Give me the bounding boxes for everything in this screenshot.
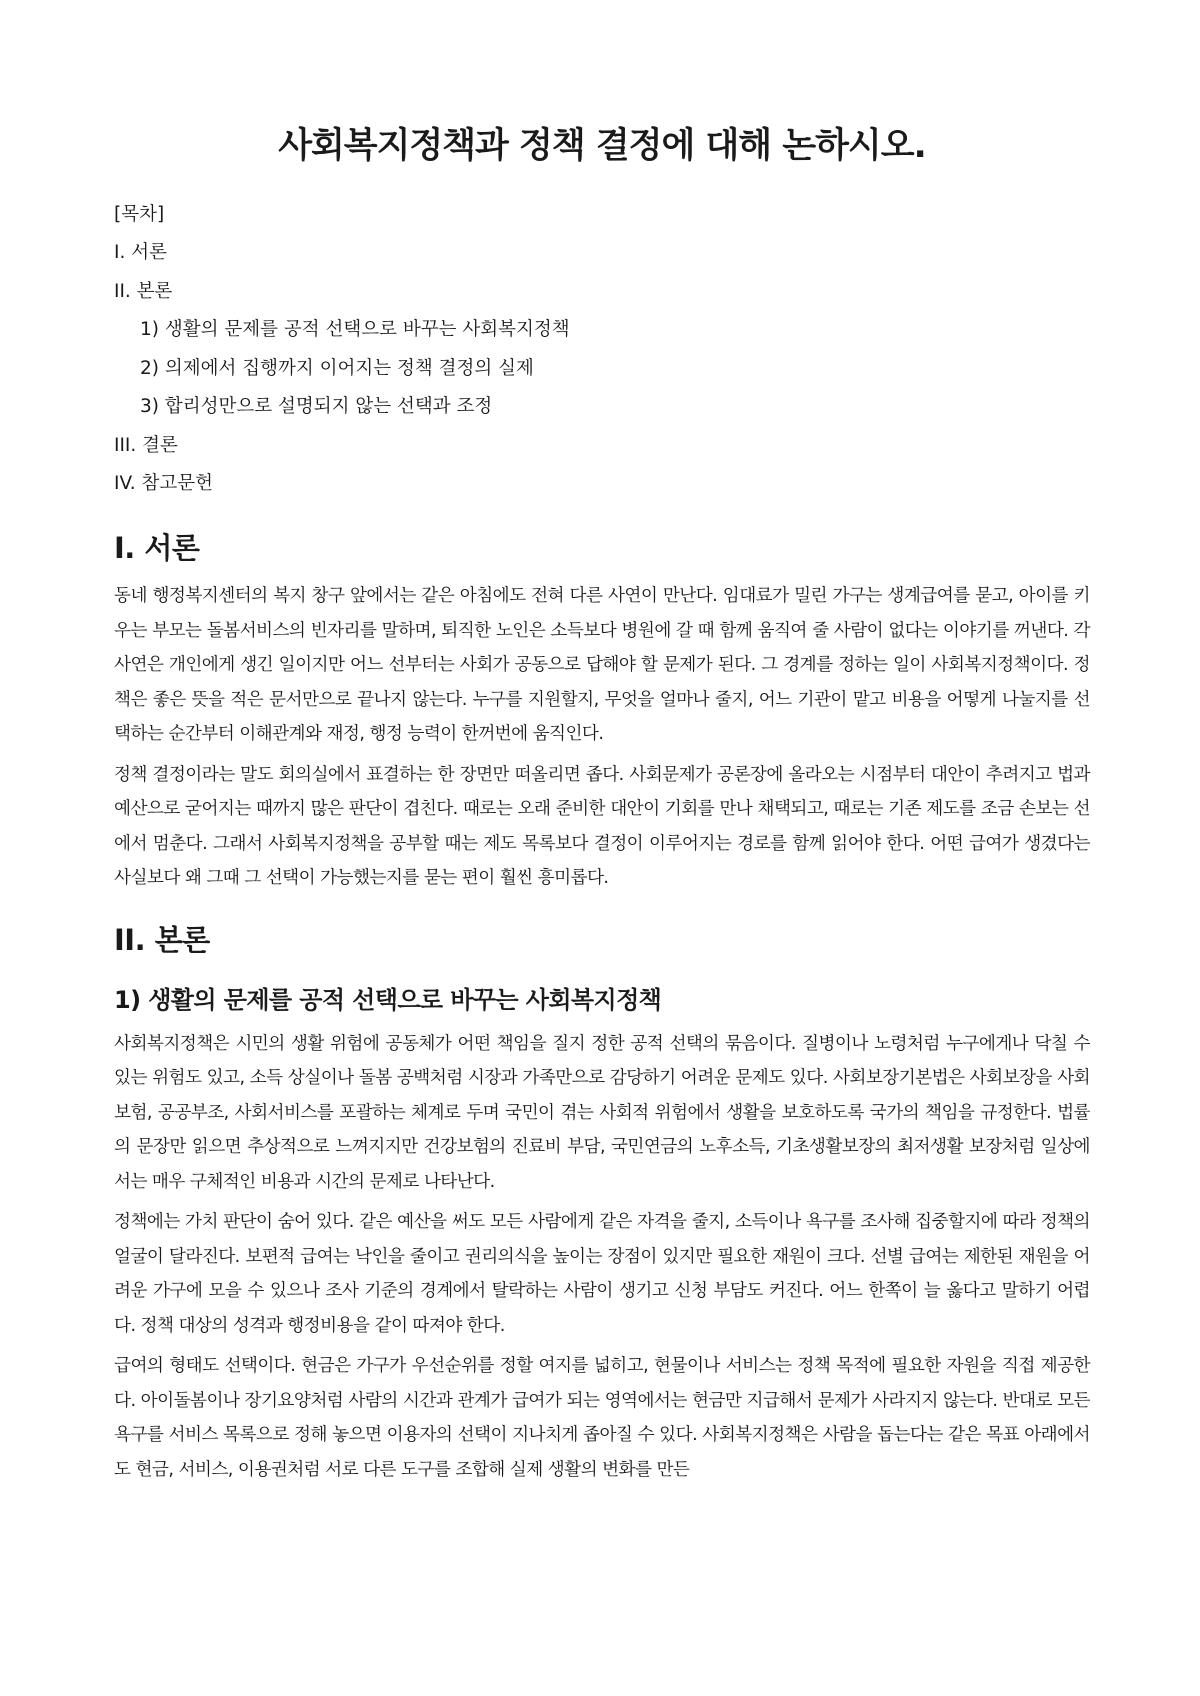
toc-item-intro: I. 서론 [114, 242, 167, 263]
toc-heading: [목차] [114, 203, 165, 225]
toc-item-references: IV. 참고문헌 [114, 473, 213, 494]
table-of-contents [114, 196, 1090, 504]
toc-item-conclusion: III. 결론 [114, 434, 178, 456]
section-heading-intro: I. 서론 [114, 530, 200, 565]
subsection-heading-1: 1) 생활의 문제를 공적 선택으로 바꾸는 사회복지정책 [114, 986, 662, 1015]
document-title: 사회복지정책과 정책 결정에 대해 논하시오. [278, 126, 926, 166]
body-paragraph: 급여의 형태도 선택이다. 현금은 가구가 우선순위를 정할 여지를 넓히고, 현물이나 서비스는 정책 목적에 필요한 자원을 직접 제공한다. 아이돌봄이나 장기요양처럼 사람의 시간과 관계가 급여가 되는 영역에서는 현금만 지급해서 문제가 사라지지 않는다. 반대로 모든 욕구를 서비스 목록으로 정해 놓으면 이용자의 선택이 지나치게 좁아질 수 있다. 사회복지정책은 사람을 돕는다는 같은 목표 아래에서도 현금, 서비스, 이용권처럼 서로 다른 도구를 조합해 실제 생활의 변화를 만든 [114, 1356, 1090, 1480]
body-paragraph: 정책에는 가치 판단이 숨어 있다. 같은 예산을 써도 모든 사람에게 같은 자격을 줄지, 소득이나 욕구를 조사해 집중할지에 따라 정책의 얼굴이 달라진다. 보편적 급여는 낙인을 줄이고 권리의식을 높이는 장점이 있지만 필요한 재원이 크다. 선별 급여는 제한된 재원을 어려운 가구에 모을 수 있으나 조사 기준의 경계에서 탈락하는 사람이 생기고 신청 부담도 커진다. 어느 한쪽이 늘 옳다고 말하기 어렵다. 정책 대상의 성격과 행정비용을 같이 따져야 한다. [114, 1212, 1090, 1336]
toc-item-body: II. 본론 [114, 280, 173, 302]
toc-item-body-2: 2) 의제에서 집행까지 이어지는 정책 결정의 실제 [140, 357, 534, 379]
intro-paragraph: 정책 결정이라는 말도 회의실에서 표결하는 한 장면만 떠올리면 좁다. 사회문제가 공론장에 올라오는 시점부터 대안이 추려지고 법과 예산으로 굳어지는 때까지 많은 판단이 겹친다. 때로는 오래 준비한 대안이 기회를 만나 채택되고, 때로는 기존 제도를 조금 손보는 선에서 멈춘다. 그래서 사회복지정책을 공부할 때는 제도 목록보다 결정이 이루어지는 경로를 함께 읽어야 한다. 어떤 급여가 생겼다는 사실보다 왜 그때 그 선택이 가능했는지를 묻는 편이 훨씬 흥미롭다. [114, 764, 1090, 889]
toc-item-body-3: 3) 합리성만으로 설명되지 않는 선택과 조정 [140, 396, 493, 417]
body-paragraph: 사회복지정책은 시민의 생활 위험에 공동체가 어떤 책임을 질지 정한 공적 선택의 묶음이다. 질병이나 노령처럼 누구에게나 닥칠 수 있는 위험도 있고, 소득 상실이나 돌봄 공백처럼 시장과 가족만으로 감당하기 어려운 문제도 있다. 사회보장기본법은 사회보장을 사회보험, 공공부조, 사회서비스를 포괄하는 체계로 두며 국민이 겪는 사회적 위험에서 생활을 보호하도록 국가의 책임을 규정한다. 법률의 문장만 읽으면 추상적으로 느껴지지만 건강보험의 진료비 부담, 국민연금의 노후소득, 기초생활보장의 최저생활 보장처럼 일상에서는 매우 구체적인 비용과 시간의 문제로 나타난다. [114, 1033, 1090, 1192]
section-heading-body: II. 본론 [114, 922, 210, 957]
intro-paragraph: 동네 행정복지센터의 복지 창구 앞에서는 같은 아침에도 전혀 다른 사연이 만난다. 임대료가 밀린 가구는 생계급여를 묻고, 아이를 키우는 부모는 돌봄서비스의 빈자리를 말하며, 퇴직한 노인은 소득보다 병원에 갈 때 함께 움직여 줄 사람이 없다는 이야기를 꺼낸다. 각 사연은 개인에게 생긴 일이지만 어느 선부터는 사회가 공동으로 답해야 할 문제가 된다. 그 경계를 정하는 일이 사회복지정책이다. 정책은 좋은 뜻을 적은 문서만으로 끝나지 않는다. 누구를 지원할지, 무엇을 얼마나 줄지, 어느 기관이 맡고 비용을 어떻게 나눌지를 선택하는 순간부터 이해관계와 재정, 행정 능력이 한꺼번에 움직인다. [114, 586, 1090, 745]
toc-item-body-1: 1) 생활의 문제를 공적 선택으로 바꾸는 사회복지정책 [140, 319, 570, 340]
